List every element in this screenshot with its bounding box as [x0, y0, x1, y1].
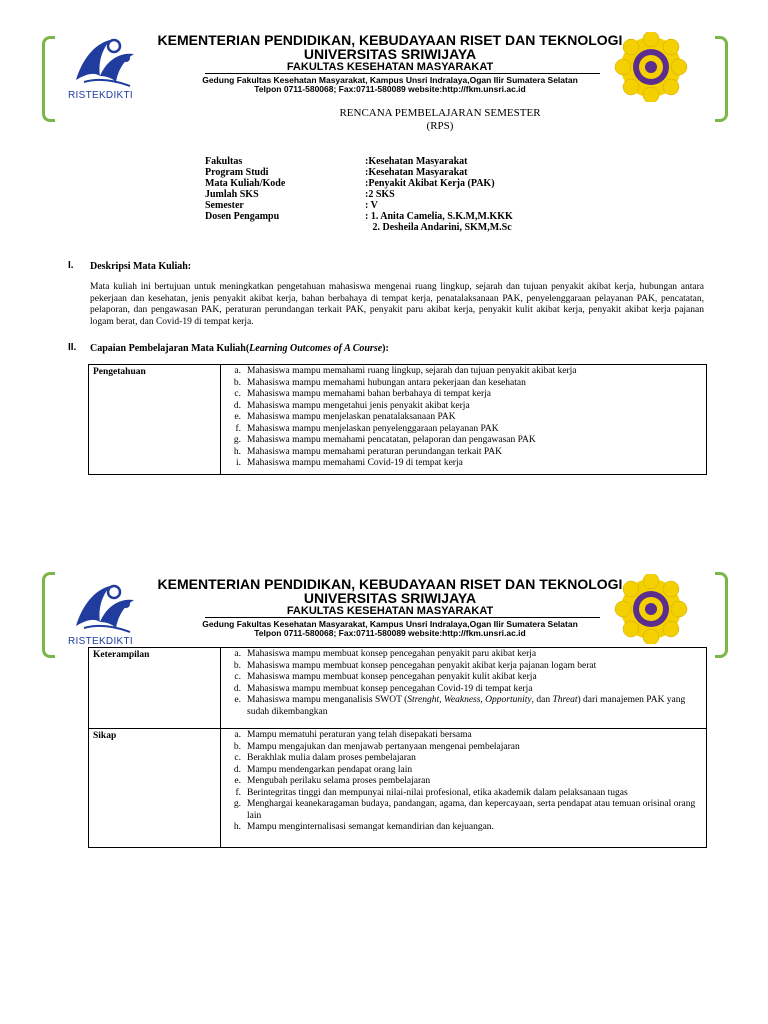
list-letter: h. — [233, 446, 241, 457]
document-title: RENCANA PEMBELAJARAN SEMESTER — [339, 107, 541, 119]
list-text: Mampu menginternalisasi semangat kemandirian dan kejuangan. — [247, 822, 494, 832]
course-info — [205, 156, 513, 233]
ristekdikti-logo-text: RISTEKDIKTI — [68, 90, 133, 101]
info-value: :Kesehatan Masyarakat — [365, 167, 468, 178]
list-letter: b. — [233, 660, 241, 671]
swot-text-mid: , dan — [531, 695, 553, 705]
info-value: :Kesehatan Masyarakat — [365, 156, 468, 167]
section-1-heading: Deskripsi Mata Kuliah: — [90, 261, 192, 272]
list-letter: i. — [235, 458, 241, 468]
list-text: Mahasiswa mampu menjelaskan penyelenggaraan pelayanan PAK — [247, 423, 499, 434]
header-ministry: KEMENTERIAN PENDIDIKAN, KEBUDAYAAN RISET DAN TEKNOLOGI — [157, 32, 623, 48]
list-letter: f. — [235, 423, 241, 434]
info-label: Jumlah SKS — [205, 189, 259, 200]
swot-text-threat: Threat — [552, 695, 578, 705]
list-item — [225, 412, 702, 424]
list-letter: h. — [233, 822, 241, 832]
list-item — [225, 378, 702, 390]
header-faculty: FAKULTAS KESEHATAN MASYARAKAT — [286, 605, 494, 617]
list-letter: a. — [234, 730, 241, 740]
table-row — [89, 728, 706, 847]
unsri-seal — [611, 574, 691, 644]
header-address: Gedung Fakultas Kesehatan Masyarakat, Kampus Unsri Indralaya,Ogan Ilir Sumatera Selatan — [202, 75, 578, 85]
outcome-list — [221, 365, 706, 474]
ristekdikti-logo-text: RISTEKDIKTI — [68, 636, 133, 647]
list-text: Mahasiswa mampu mengetahui jenis penyakit akibat kerja — [247, 400, 470, 411]
list-item — [225, 435, 702, 447]
list-letter: g. — [233, 435, 241, 445]
info-row — [205, 167, 513, 178]
info-label: Mata Kuliah/Kode — [205, 178, 286, 189]
list-text: Mahasiswa mampu membuat konsep pencegahan Covid-19 di tempat kerja — [247, 683, 533, 694]
list-item — [225, 649, 702, 661]
list-item — [225, 788, 702, 800]
list-item — [225, 447, 702, 459]
info-value: : V — [365, 200, 378, 211]
category-label: Keterampilan — [89, 648, 221, 728]
ristekdikti-logo — [64, 578, 146, 648]
list-letter: c. — [234, 753, 241, 763]
list-letter: d. — [233, 683, 241, 694]
section-1-number: I. — [68, 260, 74, 271]
list-item — [225, 366, 702, 378]
list-item — [225, 672, 702, 684]
table-row — [89, 365, 706, 474]
outcomes-table-pengetahuan — [88, 364, 707, 475]
outcome-list — [221, 648, 706, 728]
section-2-heading-end: ): — [382, 343, 389, 354]
list-item — [225, 424, 702, 436]
list-text: Mahasiswa mampu memahami pencatatan, pelaporan dan pengawasan PAK — [247, 435, 536, 445]
header-bracket-left — [42, 36, 55, 122]
list-item — [225, 776, 702, 788]
swot-text-post: ) dari manajemen PAK yang sudah dikembangkan — [247, 695, 686, 717]
unsri-seal — [611, 32, 691, 102]
list-item — [225, 742, 702, 754]
list-item — [225, 661, 702, 673]
header-university: UNIVERSITAS SRIWIJAYA — [303, 46, 477, 62]
list-letter: e. — [234, 412, 241, 422]
list-item — [225, 695, 702, 718]
course-description: Mata kuliah ini bertujuan untuk meningkatkan pengetahuan mahasiswa mengenai ruang lingkup, sejarah dan tujuan penyakit akibat kerja, hubungan antara pekerjaan dan kesehatan, jenis penyakit akibat kerja, bahan berbahaya di tempat kerja, penatalaksanaan PAK, penyelenggaraan pelayanan PAK, pencatatan, pelaporan, dan pengawasan PAK, peraturan perundangan terkait PAK, penyakit paru akibat kerja, penyakit kulit akibat kerja, penyakit akibat kerja pajanan logam berat, dan Covid-19 di tempat kerja. — [90, 282, 704, 327]
list-letter: f. — [235, 787, 241, 798]
header-faculty: FAKULTAS KESEHATAN MASYARAKAT — [286, 61, 494, 73]
header-bracket-right — [715, 36, 728, 122]
list-text: Menghargai keanekaragaman budaya, pandangan, agama, dan kepercayaan, serta pendapat atau temuan orisinal orang lain — [247, 799, 696, 821]
header-address: Gedung Fakultas Kesehatan Masyarakat, Kampus Unsri Indralaya,Ogan Ilir Sumatera Selatan — [202, 619, 578, 629]
header-divider — [205, 617, 600, 618]
list-text: Mahasiswa mampu memahami peraturan perundangan terkait PAK — [247, 446, 503, 457]
list-letter: b. — [233, 377, 241, 388]
list-text: Berakhlak mulia dalam proses pembelajaran — [247, 753, 416, 763]
info-value: :2 SKS — [365, 189, 395, 200]
list-text — [247, 695, 702, 718]
info-label: Dosen Pengampu — [205, 211, 280, 222]
header-divider — [205, 73, 600, 74]
list-text: Mampu mematuhi peraturan yang telah disepakati bersama — [247, 730, 472, 740]
list-text: Mahasiswa mampu memahami ruang lingkup, sejarah dan tujuan penyakit akibat kerja — [247, 366, 577, 376]
header-bracket-right — [715, 572, 728, 658]
info-row — [205, 211, 513, 222]
list-text: Berintegritas tinggi dan mempunyai nilai-nilai profesional, etika akademik dalam pelaksanaan tugas — [247, 787, 628, 798]
list-item — [225, 730, 702, 742]
list-text: Mahasiswa mampu memahami hubungan antara pekerjaan dan kesehatan — [247, 377, 526, 388]
info-value: :Penyakit Akibat Kerja (PAK) — [365, 178, 495, 189]
list-item — [225, 389, 702, 401]
list-letter: b. — [233, 741, 241, 752]
ristekdikti-logo — [64, 32, 146, 102]
list-text: Mahasiswa mampu membuat konsep pencegahan penyakit kulit akibat kerja — [247, 672, 537, 682]
header-contact: Telpon 0711-580068; Fax:0711-580089 website:http://fkm.unsri.ac.id — [254, 84, 526, 94]
info-value: 2. Desheila Andarini, SKM,M.Sc — [365, 222, 512, 233]
info-label: Semester — [205, 200, 244, 211]
info-row — [205, 189, 513, 200]
list-text: Mahasiswa mampu menjelaskan penatalaksanaan PAK — [247, 412, 456, 422]
list-letter: d. — [233, 400, 241, 411]
list-item — [225, 799, 702, 822]
list-text: Mampu mendengarkan pendapat orang lain — [247, 764, 413, 775]
info-label: Program Studi — [205, 167, 269, 178]
header-university: UNIVERSITAS SRIWIJAYA — [303, 590, 477, 606]
info-label — [205, 222, 365, 233]
list-text: Mampu mengajukan dan menjawab pertanyaan mengenai pembelajaran — [247, 741, 520, 752]
list-letter: d. — [233, 764, 241, 775]
document-subtitle: (RPS) — [426, 120, 454, 132]
list-item — [225, 401, 702, 413]
list-item — [225, 765, 702, 777]
table-row — [89, 648, 706, 728]
list-letter: c. — [234, 672, 241, 682]
list-item — [225, 458, 702, 470]
list-letter: a. — [234, 366, 241, 376]
header-ministry: KEMENTERIAN PENDIDIKAN, KEBUDAYAAN RISET DAN TEKNOLOGI — [157, 576, 623, 592]
swot-text-italic: Strenght, Weakness, Opportunity — [407, 695, 532, 705]
list-item — [225, 753, 702, 765]
list-letter: g. — [233, 799, 241, 809]
list-text: Mahasiswa mampu memahami bahan berbahaya di tempat kerja — [247, 389, 492, 399]
section-2-heading-text: Capaian Pembelajaran Mata Kuliah( — [90, 343, 250, 354]
list-text: Mengubah perilaku selama proses pembelajaran — [247, 776, 431, 786]
list-text: Mahasiswa mampu membuat konsep pencegahan penyakit akibat kerja pajanan logam berat — [247, 660, 597, 671]
list-letter: e. — [234, 776, 241, 786]
list-text: Mahasiswa mampu memahami Covid-19 di tempat kerja — [247, 458, 463, 468]
info-row — [205, 200, 513, 211]
info-value: : 1. Anita Camelia, S.K.M,M.KKK — [365, 211, 513, 222]
list-item — [225, 822, 702, 834]
info-row — [205, 156, 513, 167]
category-label: Pengetahuan — [89, 365, 221, 474]
category-label: Sikap — [89, 729, 221, 847]
list-letter: a. — [234, 649, 241, 659]
header-bracket-left — [42, 572, 55, 658]
info-label: Fakultas — [205, 156, 243, 167]
info-row — [205, 222, 513, 233]
outcomes-table-continued — [88, 647, 707, 848]
section-2-number: II. — [68, 342, 77, 353]
info-row — [205, 178, 513, 189]
list-item — [225, 684, 702, 696]
list-letter: e. — [234, 695, 241, 705]
swot-text-pre: Mahasiswa mampu menganalisis SWOT ( — [247, 695, 408, 705]
list-letter: c. — [234, 389, 241, 399]
list-text: Mahasiswa mampu membuat konsep pencegahan penyakit paru akibat kerja — [247, 649, 537, 659]
section-2-heading — [90, 343, 389, 355]
section-2-heading-italic: Learning Outcomes of A Course — [249, 343, 383, 354]
header-contact: Telpon 0711-580068; Fax:0711-580089 website:http://fkm.unsri.ac.id — [254, 628, 526, 638]
outcome-list — [221, 729, 706, 847]
